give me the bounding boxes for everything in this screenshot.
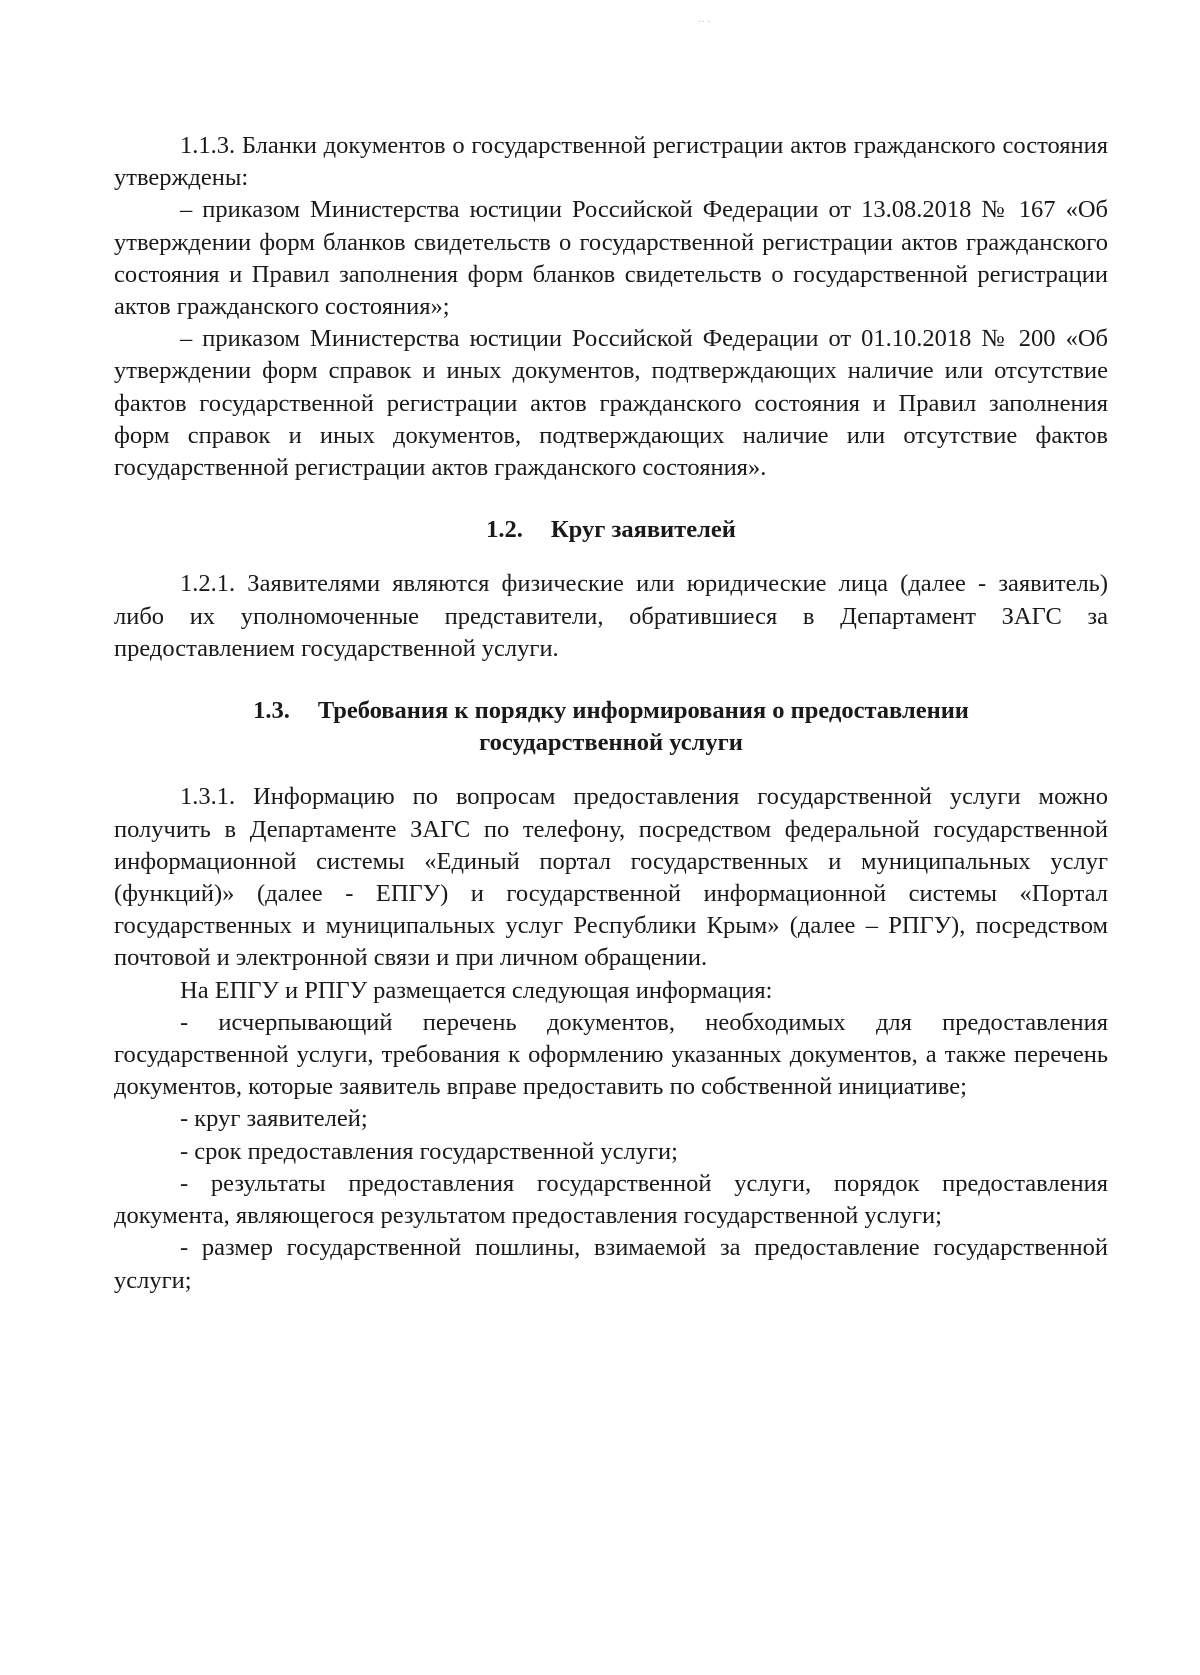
section-number: 1.3. <box>253 697 290 725</box>
list-item-fee: - размер государственной пошлины, взимаемой за предоставление государственной услуги; <box>114 1234 1108 1294</box>
section-heading-1-3 <box>114 695 1108 727</box>
paragraph-order-167: – приказом Министерства юстиции Российской Федерации от 13.08.2018 № 167 «Об утверждении форм бланков свидетельств о государственной регистрации актов гражданского состояния и Правил заполнения форм бланков свидетельств о государственной регистрации актов гражданского состояния»; <box>114 196 1108 321</box>
paragraph-info-intro: На ЕПГУ и РПГУ размещается следующая информация: <box>180 976 773 1004</box>
section-title: Круг заявителей <box>550 516 736 544</box>
scan-speck: ·· · <box>698 17 711 28</box>
paragraph-1-3-1: 1.3.1. Информацию по вопросам предоставления государственной услуги можно получить в Департаменте ЗАГС по телефону, посредством федеральной государственной информационной системы «Единый портал государственных и муниципальных услуг (функций)» (далее - ЕПГУ) и государственной информационной системы «Портал государственных и муниципальных услуг Республики Крым» (далее – РПГУ), посредством почтовой и электронной связи и при личном обращении. <box>114 783 1108 972</box>
section-heading-1-3-line-2: государственной услуги <box>479 729 743 757</box>
list-item-term: - срок предоставления государственной услуги; <box>180 1137 678 1165</box>
section-heading-1-2 <box>114 514 1108 546</box>
paragraph-1-1-3: 1.1.3. Бланки документов о государственной регистрации актов гражданского состояния утверждены: <box>114 132 1108 192</box>
section-number: 1.2. <box>486 516 523 544</box>
section-title-line-1: Требования к порядку информирования о предоставлении <box>317 697 969 725</box>
paragraph-1-2-1: 1.2.1. Заявителями являются физические или юридические лица (далее - заявитель) либо их уполномоченные представители, обратившиеся в Департамент ЗАГС за предоставлением государственной услуги. <box>114 570 1108 662</box>
list-item-results: - результаты предоставления государственной услуги, порядок предоставления документа, являющегося результатом предоставления государственной услуги; <box>114 1169 1108 1230</box>
list-item-applicants: - круг заявителей; <box>180 1105 368 1133</box>
list-item-documents: - исчерпывающий перечень документов, необходимых для предоставления государственной услуги, требования к оформлению указанных документов, а также перечень документов, которые заявитель вправе предоставить по собственной инициативе; <box>114 1008 1108 1101</box>
paragraph-order-200: – приказом Министерства юстиции Российской Федерации от 01.10.2018 № 200 «Об утверждении форм справок и иных документов, подтверждающих наличие или отсутствие фактов государственной регистрации актов гражданского состояния и Правил заполнения форм справок и иных документов, подтверждающих наличие или отсутствие фактов государственной регистрации актов гражданского состояния». <box>114 325 1108 482</box>
